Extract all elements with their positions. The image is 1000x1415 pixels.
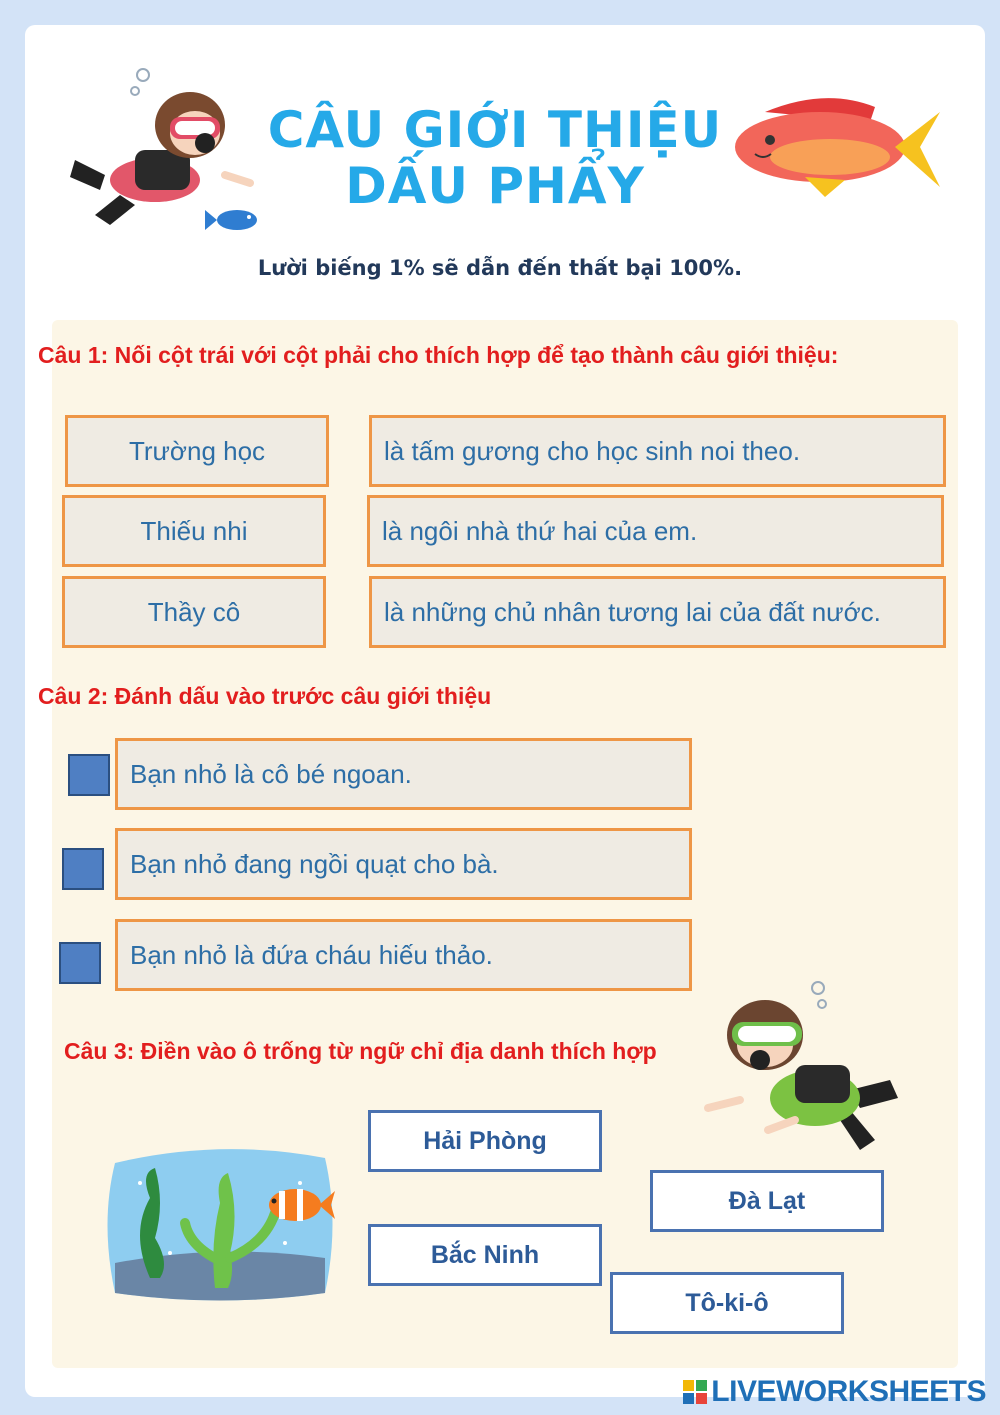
title-line-1: CÂU GIỚI THIỆU [267,101,723,159]
liveworksheets-logo-icon [683,1380,707,1404]
brand-name: LIVEWORKSHEETS [711,1375,986,1408]
question-2-title: Câu 2: Đánh dấu vào trước câu giới thiệu [38,683,492,709]
place-word-to-ki-o[interactable]: Tô-ki-ô [610,1272,844,1334]
place-word-bac-ninh[interactable]: Bắc Ninh [368,1224,602,1286]
option-checkbox[interactable] [59,942,101,984]
place-word-hai-phong[interactable]: Hải Phòng [368,1110,602,1172]
subtitle-quote: Lười biếng 1% sẽ dẫn đến thất bại 100%. [257,256,743,280]
clownfish-icon [265,1183,337,1227]
place-word-da-lat[interactable]: Đà Lạt [650,1170,884,1232]
match-right-item[interactable]: là những chủ nhân tương lai của đất nước. [369,576,946,648]
match-left-item[interactable]: Thầy cô [62,576,326,648]
option-sentence: Bạn nhỏ đang ngồi quạt cho bà. [115,828,692,900]
diver-boy-icon [700,980,905,1160]
option-checkbox[interactable] [62,848,104,890]
match-left-item[interactable]: Thiếu nhi [62,495,326,567]
match-right-item[interactable]: là ngôi nhà thứ hai của em. [367,495,944,567]
match-right-item[interactable]: là tấm gương cho học sinh noi theo. [369,415,946,487]
option-sentence: Bạn nhỏ là cô bé ngoan. [115,738,692,810]
liveworksheets-brand [683,1375,986,1409]
match-left-item[interactable]: Trường học [65,415,329,487]
question-3-title: Câu 3: Điền vào ô trống từ ngữ chỉ địa danh thích hợp [64,1038,657,1064]
title-line-2: DẤU PHẨY [345,157,645,215]
question-1-title: Câu 1: Nối cột trái với cột phải cho thích hợp để tạo thành câu giới thiệu: [38,342,839,368]
option-checkbox[interactable] [68,754,110,796]
red-fish-icon [735,92,940,202]
option-sentence: Bạn nhỏ là đứa cháu hiếu thảo. [115,919,692,991]
